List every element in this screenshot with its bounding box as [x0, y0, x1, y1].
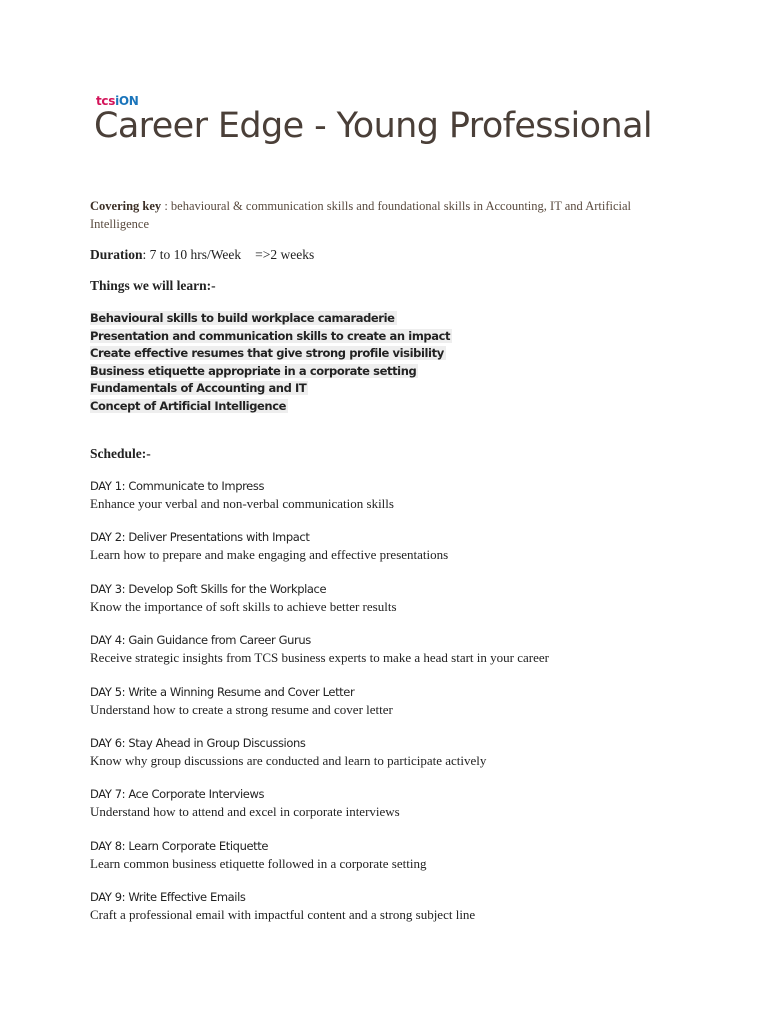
day-description: Understand how to attend and excel in corporate interviews — [90, 804, 400, 820]
learn-heading: Things we will learn:- — [90, 278, 216, 293]
day-description: Craft a professional email with impactful content and a strong subject line — [90, 907, 476, 923]
covering-key-paragraph — [90, 197, 680, 233]
day-description: Understand how to create a strong resume and cover letter — [90, 701, 393, 717]
schedule-day — [90, 735, 549, 786]
day-title: DAY 2: Deliver Presentations with Impact — [90, 530, 310, 545]
logo-tcs-text: tcs — [96, 94, 116, 108]
duration-extra: =>2 weeks — [255, 247, 315, 262]
page-title: Career Edge - Young Professional — [94, 106, 653, 146]
schedule-day — [90, 581, 549, 632]
day-title: DAY 7: Ace Corporate Interviews — [90, 787, 265, 802]
day-title: DAY 3: Develop Soft Skills for the Workplace — [90, 581, 327, 596]
schedule-heading: Schedule:- — [90, 446, 151, 461]
duration-value: : 7 to 10 hrs/Week — [142, 247, 242, 262]
day-title: DAY 4: Gain Guidance from Career Gurus — [90, 633, 311, 648]
covering-key-separator: : — [161, 199, 171, 213]
day-title: DAY 8: Learn Corporate Etiquette — [90, 838, 269, 853]
learn-item: Behavioural skills to build workplace camaraderie — [90, 311, 395, 325]
day-description: Learn how to prepare and make engaging and effective presentations — [90, 547, 449, 563]
schedule-day — [90, 529, 549, 580]
learn-item: Concept of Artificial Intelligence — [90, 398, 287, 413]
learn-item: Create effective resumes that give strong profile visibility — [90, 346, 444, 361]
schedule-day — [90, 786, 549, 837]
learn-item: Presentation and communication skills to create an impact — [90, 328, 451, 343]
learn-item: Business etiquette appropriate in a corporate setting — [90, 363, 417, 378]
day-description: Learn common business etiquette followed in a corporate setting — [90, 855, 427, 871]
day-title: DAY 1: Communicate to Impress — [90, 479, 265, 493]
day-description: Know why group discussions are conducted and learn to participate actively — [90, 752, 487, 768]
schedule-day — [90, 632, 549, 683]
covering-key-text: behavioural & communication skills and foundational skills in Accounting, IT and Artificial Intelligence — [90, 199, 632, 231]
schedule-day — [90, 684, 549, 735]
learn-item: Fundamentals of Accounting and IT — [90, 381, 307, 396]
day-description: Receive strategic insights from TCS business experts to make a head start in your career — [90, 650, 549, 666]
schedule-list — [90, 478, 549, 941]
logo-ion-text: iON — [115, 94, 139, 108]
duration-label: Duration — [90, 247, 143, 262]
day-title: DAY 9: Write Effective Emails — [90, 890, 246, 905]
schedule-day — [90, 838, 549, 889]
day-description: Enhance your verbal and non-verbal communication skills — [90, 496, 394, 511]
duration-line — [90, 247, 314, 263]
schedule-day — [90, 889, 549, 940]
day-title: DAY 6: Stay Ahead in Group Discussions — [90, 735, 306, 750]
day-description: Know the importance of soft skills to achieve better results — [90, 598, 397, 614]
learn-list — [90, 310, 452, 416]
covering-key-label: Covering key — [90, 199, 162, 213]
schedule-day — [90, 478, 549, 529]
day-title: DAY 5: Write a Winning Resume and Cover Letter — [90, 684, 355, 699]
